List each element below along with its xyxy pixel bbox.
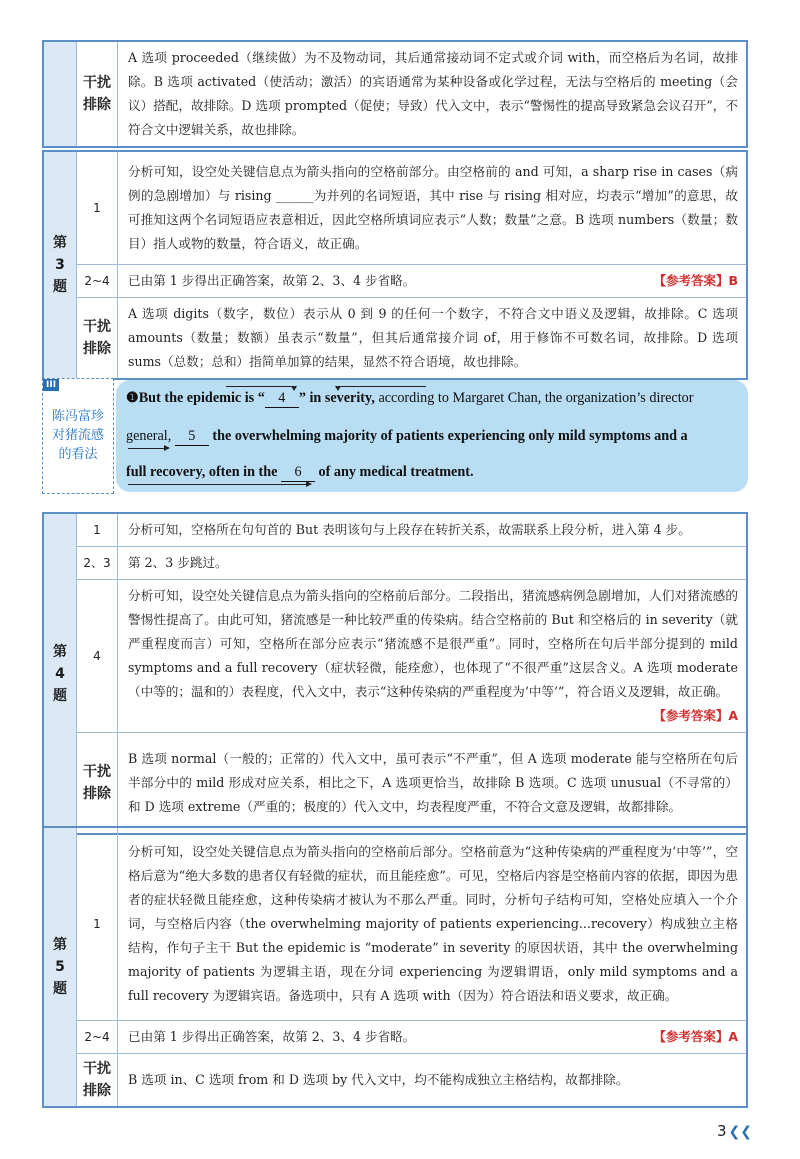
- interference-text: A 选项 proceeded（继续做）为不及物动词，其后通常接动词不定式或介词 with，而空格后为名词，故排除。B 选项 activated（使活动；激活）的宾语通常为某种设备或化学过程，无法与空格后的 meeting（会议）搭配，故排除。D 选项 prompted（促使；导致）代入文中，表示“警惕性的提高导致紧急会议召开”，不符合文中逻辑关系，故也排除。: [118, 41, 748, 147]
- answer-badge: 【参考答案】B: [653, 273, 738, 288]
- step-text: 分析可知，设空处关键信息点为箭头指向的空格前部分。由空格前的 and 可知，a sharp rise in cases（病例的急剧增加）与 rising ______为并列的名词短语，其中 rise 与 rising 相对应，均表示“增加”的意思，故可推知这两个名词短语应表意相近，因此空格所填词应表示“人数；数量”之意。B 选项 numbers（数量；数目）指人或物的数量，符合语义，故正确。: [118, 151, 748, 265]
- question-5-label: 第 5 题: [43, 827, 77, 1107]
- interference-label: 干扰 排除: [77, 1054, 118, 1108]
- passage-line-2: general, 5 the overwhelming majority of patients experiencing only mild symptoms and a: [126, 428, 688, 444]
- top-interference-block: [42, 40, 748, 148]
- step-text: 第 2、3 步跳过。: [118, 547, 748, 580]
- step-cell: 1: [77, 513, 118, 547]
- step-text: 已由第 1 步得出正确答案，故第 2、3、4 步省略。 【参考答案】B: [118, 265, 748, 298]
- arrow-icon: [128, 448, 166, 449]
- banner-label: III 陈冯富珍 对猪流感 的看法: [42, 378, 114, 494]
- side-spacer: [43, 41, 77, 147]
- answer-badge: 【参考答案】A: [653, 1029, 738, 1044]
- section-number: III: [43, 379, 59, 391]
- question-3-table: [42, 150, 748, 380]
- step-cell: 2、3: [77, 547, 118, 580]
- interference-text: B 选项 normal（一般的；正常的）代入文中，虽可表示“不严重”，但 A 选项 moderate 能与空格所在句后半部分中的 mild 形成对应关系，相比之下，A 选项更恰当，故排除 B 选项。C 选项 unusual（不寻常的）和 D 选项 extreme（严重的；极度的）代入文中，均表程度严重，不符合文意及逻辑，故都排除。: [118, 733, 748, 835]
- step-text: 分析可知，设空处关键信息点为箭头指向的空格前后部分。二段指出，猪流感病例急剧增加，人们对猪流感的警惕性提高了。由此可知，猪流感是一种比较严重的传染病。结合空格前的 But 和空格后的 in severity（就严重程度而言）可知，空格所在部分应表示“猪流感不是很严重”。同时，空格所在句后半部分提到的 mild symptoms and a full recovery（症状轻微，能痊愈），也体现了“不很严重”这层含义。A 选项 moderate（中等的；温和的）表程度，代入文中，表示“这种传染病的严重程度为‘中等’”，符合语义及逻辑，故正确。 【参考答案】A: [118, 580, 748, 733]
- step-cell: 2~4: [77, 1021, 118, 1054]
- blank-4[interactable]: 4: [265, 390, 299, 408]
- passage-line-3: full recovery, often in the 6 of any medical treatment.: [126, 464, 474, 480]
- interference-label: 干扰 排除: [77, 298, 118, 380]
- interference-label: 干扰 排除: [77, 733, 118, 835]
- question-4-table: [42, 512, 748, 835]
- interference-text: A 选项 digits（数字，数位）表示从 0 到 9 的任何一个数字，不符合文中语义及逻辑，故排除。C 选项 amounts（数量；数额）虽表示“数量”，但其后通常接介词 of，用于修饰不可数名词，故排除。D 选项 sums（总数；总和）指简单加算的结果，显然不符合语境，故也排除。: [118, 298, 748, 380]
- question-5-table: [42, 826, 748, 1108]
- arrow-icon: [338, 386, 426, 387]
- step-text: 分析可知，设空处关键信息点为箭头指向的空格前后部分。空格前意为“这种传染病的严重程度为‘中等’”，空格后意为“绝大多数的患者仅有轻微的症状，而且能痊愈”。可见，空格后内容是空格前内容的依据，即因为患者的症状轻微且能痊愈，这种传染病才被认为不那么严重。同时，分析句子结构可知，空格处应填入一个介词，与空格后内容（the overwhelming majority of patients experiencing...recovery）构成独立主格结构，作句子主干 But the epidemic is “moderate” in severity 的原因状语，其中 the overwhelming majority of patients 为逻辑主语，现在分词 experiencing 为逻辑谓语，only mild symptoms and a full recovery 为逻辑宾语。备选项中，只有 A 选项 with（因为）符合语法和语义要求，故正确。: [118, 827, 748, 1021]
- step-cell: 1: [77, 151, 118, 265]
- step-cell: 1: [77, 827, 118, 1021]
- interference-label: 干扰 排除: [77, 41, 118, 147]
- step-cell: 2~4: [77, 265, 118, 298]
- book-icon: ❮❮: [728, 1124, 752, 1140]
- question-3-label: 第 3 题: [43, 151, 77, 379]
- blank-6[interactable]: 6: [281, 464, 315, 482]
- passage-banner: [42, 378, 748, 496]
- page-number: 3 ❮❮: [716, 1122, 752, 1140]
- blank-5[interactable]: 5: [175, 428, 209, 446]
- passage-box: [116, 380, 748, 492]
- step-cell: 4: [77, 580, 118, 733]
- step-text: 已由第 1 步得出正确答案，故第 2、3、4 步省略。 【参考答案】A: [118, 1021, 748, 1054]
- answer-badge: 【参考答案】A: [653, 708, 738, 723]
- step-text: 分析可知，空格所在句句首的 But 表明该句与上段存在转折关系，故需联系上段分析，进入第 4 步。: [118, 513, 748, 547]
- arrow-icon: [336, 386, 340, 387]
- interference-text: B 选项 in、C 选项 from 和 D 选项 by 代入文中，均不能构成独立主格结构，故都排除。: [118, 1054, 748, 1108]
- arrow-icon: [128, 484, 308, 485]
- question-4-label: 第 4 题: [43, 513, 77, 834]
- arrow-icon: [226, 386, 296, 387]
- passage-line-1: ❶But the epidemic is “ 4 ” in severity, according to Margaret Chan, the organization’s director: [126, 390, 694, 406]
